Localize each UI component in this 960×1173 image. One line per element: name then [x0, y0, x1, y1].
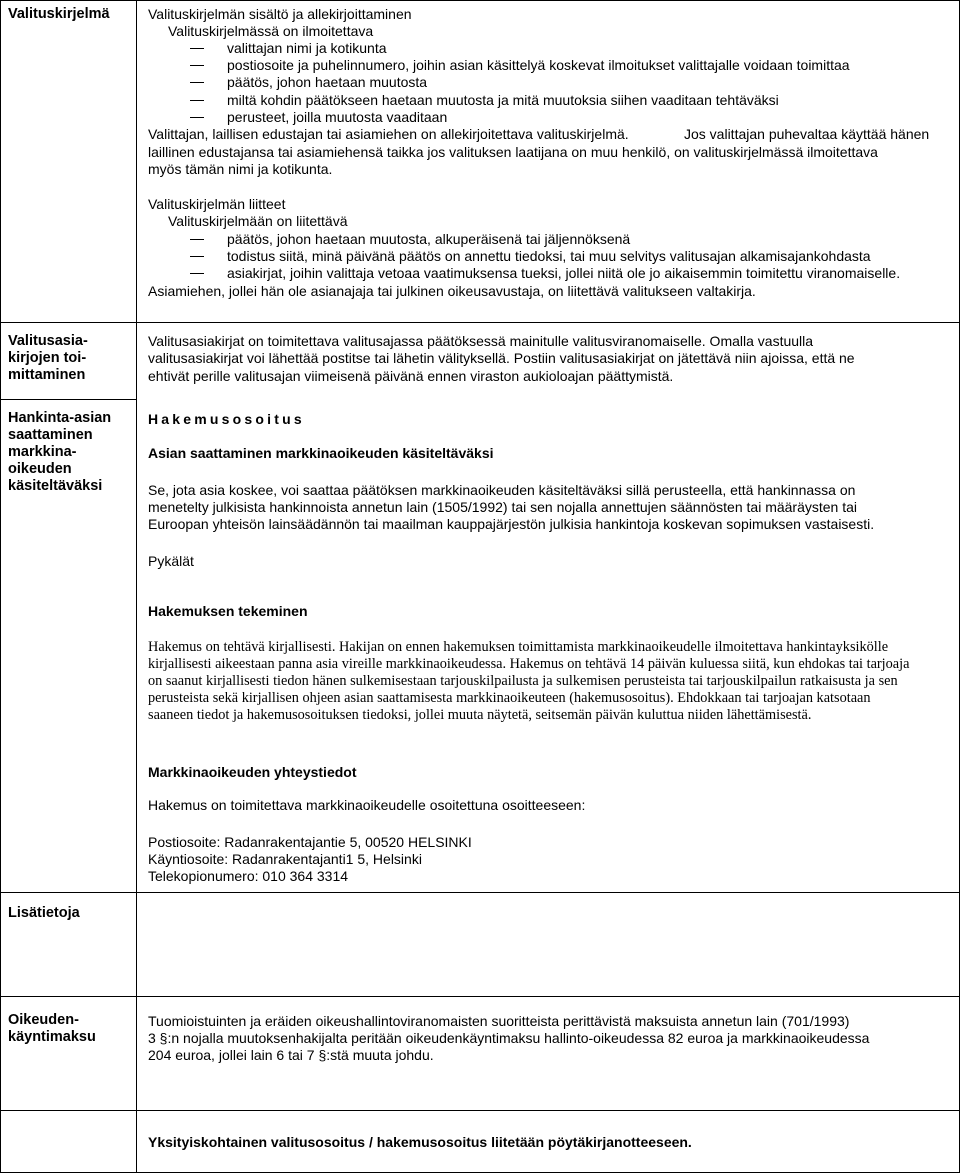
- subheading: Asian saattaminen markkinaoikeuden käsiteltäväksi: [148, 445, 494, 461]
- attachment-item: todistus siitä, minä päivänä päätös on annettu tiedoksi, tai muu selvitys valitusajan alkamisajankohdasta: [227, 248, 871, 264]
- signing-requirement: Valittajan, laillisen edustajan tai asiamiehen on allekirjoitettava valituskirjelmä.: [148, 126, 629, 142]
- row-label-hankinta: Hankinta-asian saattaminen markkina- oikeuden käsiteltäväksi: [8, 410, 112, 494]
- list-intro: Valituskirjelmässä on ilmoitettava: [168, 23, 374, 39]
- postal-address: Postiosoite: Radanrakentajantie 5, 00520 HELSINKI: [148, 834, 472, 850]
- dash-bullet: [190, 100, 204, 101]
- row-label-oikeudenkayntimaksu: Oikeuden- käyntimaksu: [8, 1012, 96, 1045]
- subheading: Hakemuksen tekeminen: [148, 603, 308, 619]
- row-divider: [0, 892, 960, 893]
- paragraph-line: Euroopan yhteisön lainsäädännön tai maailman kauppajärjestön julkisia hankintoja koskevan sopimuksen vastaisesti.: [148, 516, 875, 532]
- paragraph-line: kirjallisesti aikeestaan panna asia vireille markkinaoikeudessa. Hakemus on tehtävä 14 päivän kuluessa siitä, kun ehdokas tai tarjoaja: [148, 656, 910, 672]
- attachments-intro: Valituskirjelmään on liitettävä: [168, 213, 348, 229]
- list-item: perusteet, joilla muutosta vaaditaan: [227, 109, 448, 125]
- attachments-heading: Valituskirjelmän liitteet: [148, 196, 286, 212]
- dash-bullet: [190, 65, 204, 66]
- paragraph-line: valitusasiakirjat voi lähettää postitse tai lähetin välityksellä. Postiin valitusasiakirjat on jätettävä niin ajoissa, että ne: [148, 350, 855, 366]
- paragraph-line: Hakemus on tehtävä kirjallisesti. Hakijan on ennen hakemuksen toimittamista markkinaoikeudelle ilmoitettava hankintayksikölle: [148, 639, 889, 655]
- dash-bullet: [190, 239, 204, 240]
- list-item: postiosoite ja puhelinnumero, joihin asian käsittelyä koskevat ilmoitukset valittajalle voidaan toimittaa: [227, 57, 850, 73]
- row-divider: [0, 1110, 960, 1111]
- list-item: päätös, johon haetaan muutosta: [227, 74, 428, 90]
- fax-number: Telekopionumero: 010 364 3314: [148, 868, 349, 884]
- label-divider: [0, 399, 136, 400]
- row-label-toimittaminen: Valitusasia- kirjojen toi- mittaminen: [8, 333, 88, 383]
- power-of-attorney-note: Asiamiehen, jollei hän ole asianajaja tai julkinen oikeusavustaja, on liitettävä valitukseen valtakirja.: [148, 283, 756, 299]
- paragraph-line: myös tämän nimi ja kotikunta.: [148, 161, 333, 177]
- paragraph-line: laillinen edustajansa tai asiamiehensä taikka jos valituksen laatijana on muu henkilö, on valituskirjelmässä ilmoitettava: [148, 144, 878, 160]
- attachment-item: asiakirjat, joihin valittaja vetoaa vaatimuksensa tueksi, jollei niitä ole jo aikaisemmin toimitettu viranomaiselle.: [227, 265, 901, 281]
- paragraph-line: menetelty julkisista hankinnoista annetun lain (1505/1992) tai sen nojalla annettujen säännösten tai määräysten tai: [148, 499, 858, 515]
- paragraph-line: Valitusasiakirjat on toimitettava valitusajassa päätöksessä mainitulle valitusviranomaiselle. Omalla vastuulla: [148, 333, 814, 349]
- row-label-lisatietoja: Lisätietoja: [8, 905, 80, 921]
- spaced-heading: Hakemusosoitus: [148, 411, 305, 427]
- section-heading: Valituskirjelmän sisältö ja allekirjoittaminen: [148, 6, 412, 22]
- contact-intro: Hakemus on toimitettava markkinaoikeudelle osoitettuna osoitteeseen:: [148, 797, 586, 813]
- paragraph-line: 204 euroa, jollei lain 6 tai 7 §:stä muuta johdu.: [148, 1047, 434, 1063]
- list-item: miltä kohdin päätökseen haetaan muutosta ja mitä muutoksia siihen vaaditaan tehtäväksi: [227, 92, 779, 108]
- row-label-valituskirjelma: Valituskirjelmä: [8, 6, 110, 22]
- footer-note: Yksityiskohtainen valitusosoitus / hakemusosoitus liitetään pöytäkirjanotteeseen.: [148, 1134, 692, 1150]
- sections-label: Pykälät: [148, 553, 194, 569]
- paragraph-line: Se, jota asia koskee, voi saattaa päätöksen markkinaoikeuden käsiteltäväksi sillä perusteella, että hankinnassa on: [148, 482, 856, 498]
- table-border-top: [0, 0, 960, 1]
- table-border-left: [0, 0, 1, 1173]
- row-divider: [0, 996, 960, 997]
- paragraph-line: ehtivät perille valitusajan viimeisenä päivänä ennen viraston aukioloajan päättymistä.: [148, 368, 674, 384]
- attachment-item: päätös, johon haetaan muutosta, alkuperäisenä tai jäljennöksenä: [227, 231, 631, 247]
- dash-bullet: [190, 117, 204, 118]
- paragraph-line: saaneen tiedot ja hakemusosoituksen tiedoksi, jollei muuta näytetä, seitsemän päivän kuluttua niiden lähettämisestä.: [148, 707, 812, 723]
- list-item: valittajan nimi ja kotikunta: [227, 40, 387, 56]
- dash-bullet: [190, 273, 204, 274]
- subheading: Markkinaoikeuden yhteystiedot: [148, 764, 357, 780]
- visiting-address: Käyntiosoite: Radanrakentajanti1 5, Helsinki: [148, 851, 422, 867]
- row-divider: [0, 322, 960, 323]
- paragraph-line: 3 §:n nojalla muutoksenhakijalta peritään oikeudenkäyntimaksu hallinto-oikeudessa 82 euroa ja markkinaoikeudessa: [148, 1030, 870, 1046]
- paragraph-line: perusteista sekä kirjallisen ohjeen asian saattamisesta markkinaoikeuteen (hakemusosoitus). Ehdokkaan tai tarjoajan katsotaan: [148, 690, 871, 706]
- dash-bullet: [190, 256, 204, 257]
- column-divider: [136, 0, 137, 1173]
- paragraph-line: on saanut kirjallisesti tiedon hänen sulkemisestaan tarjouskilpailusta ja sulkemisen perusteista tai tarjouskilpailun ratkaisusta ja sen: [148, 673, 898, 689]
- paragraph-line: Tuomioistuinten ja eräiden oikeushallintoviranomaisten suoritteista perittävistä maksuista annetun lain (701/1993): [148, 1013, 850, 1029]
- dash-bullet: [190, 82, 204, 83]
- dash-bullet: [190, 48, 204, 49]
- paragraph-line: Jos valittajan puhevaltaa käyttää hänen: [684, 126, 930, 142]
